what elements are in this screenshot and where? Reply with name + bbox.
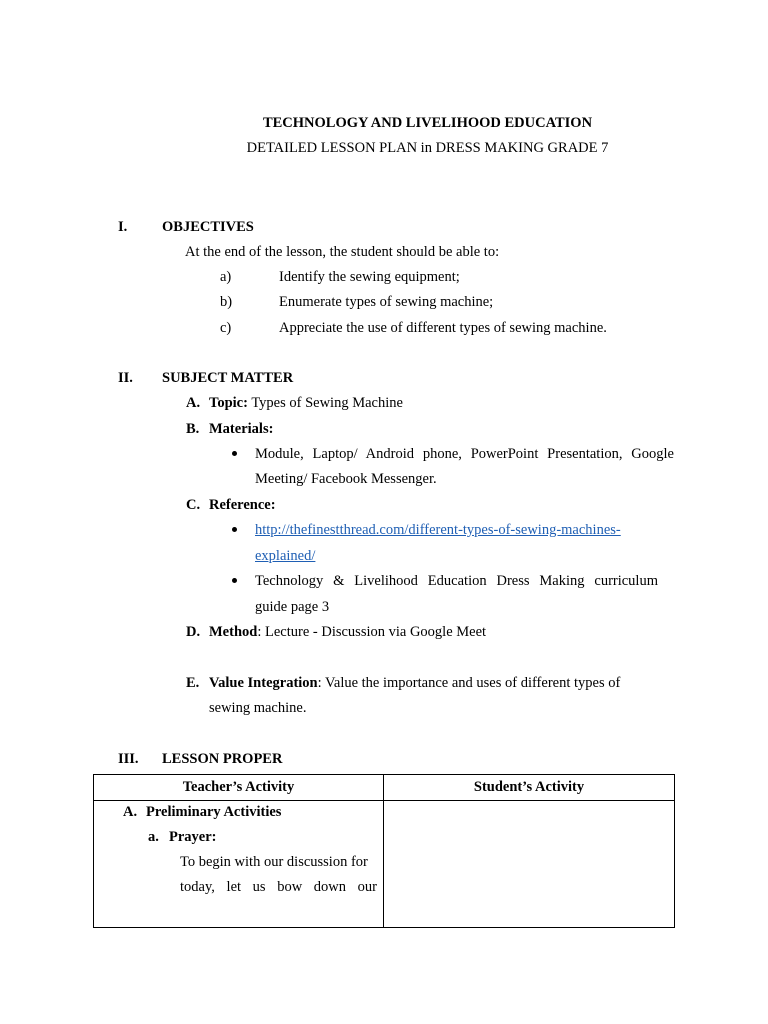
method-line [209,623,486,641]
reference-label: C. [186,497,201,513]
materials-line-1: Module, Laptop/ Android phone, PowerPoint Presentation, Google [255,446,674,462]
document-title: TECHNOLOGY AND LIVELIHOOD EDUCATION [262,115,593,131]
materials-label: B. [186,421,200,437]
topic-line [209,394,403,412]
lesson-activity-table [93,774,675,928]
section-heading-subject-matter: SUBJECT MATTER [162,370,294,386]
document-subtitle: DETAILED LESSON PLAN in DRESS MAKING GRADE 7 [246,140,609,156]
value-integration-key: Value Integration [209,675,318,691]
preliminary-heading: Preliminary Activities [146,804,282,820]
value-integration-value: : Value the importance and uses of different types of [317,675,621,691]
materials-line-2: Meeting/ Facebook Messenger. [255,471,437,487]
reference-link-continued[interactable]: explained/ [255,548,316,564]
topic-label: A. [186,395,201,411]
reference-2-line-1: Technology & Livelihood Education Dress Making curriculum [255,573,658,589]
topic-key: Topic: [209,395,248,411]
method-label: D. [186,624,201,640]
prayer-heading: Prayer: [169,829,217,845]
objective-letter: a) [220,269,232,285]
prayer-text-line-1: To begin with our discussion for [180,854,368,870]
objectives-intro: At the end of the lesson, the student should be able to: [185,244,500,260]
table-header-row [94,775,675,801]
prayer-label: a. [148,829,159,845]
objective-text: Enumerate types of sewing machine; [279,294,494,310]
section-numeral-subject-matter: II. [118,370,133,386]
student-activity-cell [384,801,675,928]
teacher-activity-header: Teacher’s Activity [94,775,384,801]
value-integration-line-2: sewing machine. [209,700,307,716]
reference-link-line-1[interactable]: http://thefinestthread.com/different-types-of-sewing-machines- [255,522,621,538]
bullet-icon [232,527,237,532]
value-integration-line-1 [209,674,620,692]
value-integration-label: E. [186,675,200,691]
student-activity-header: Student’s Activity [384,775,675,801]
objective-text: Identify the sewing equipment; [279,269,460,285]
section-numeral-lesson-proper: III. [118,751,139,767]
preliminary-label: A. [123,804,138,820]
bullet-icon [232,451,237,456]
method-key: Method [209,624,258,640]
teacher-activity-cell [94,801,384,928]
reference-2-line-2: guide page 3 [255,599,330,615]
section-heading-objectives: OBJECTIVES [162,219,254,235]
prayer-text-line-2: today, let us bow down our [180,879,377,895]
objective-text: Appreciate the use of different types of sewing machine. [279,320,607,336]
table-row [94,801,675,928]
reference-link[interactable] [255,521,621,539]
objective-letter: b) [220,294,233,310]
reference-key: Reference: [209,497,276,513]
section-heading-lesson-proper: LESSON PROPER [162,751,283,767]
bullet-icon [232,578,237,583]
method-value: : Lecture - Discussion via Google Meet [257,624,487,640]
section-numeral-objectives: I. [118,219,128,235]
objective-letter: c) [220,320,232,336]
materials-key: Materials: [209,421,274,437]
topic-value: Types of Sewing Machine [251,395,403,411]
